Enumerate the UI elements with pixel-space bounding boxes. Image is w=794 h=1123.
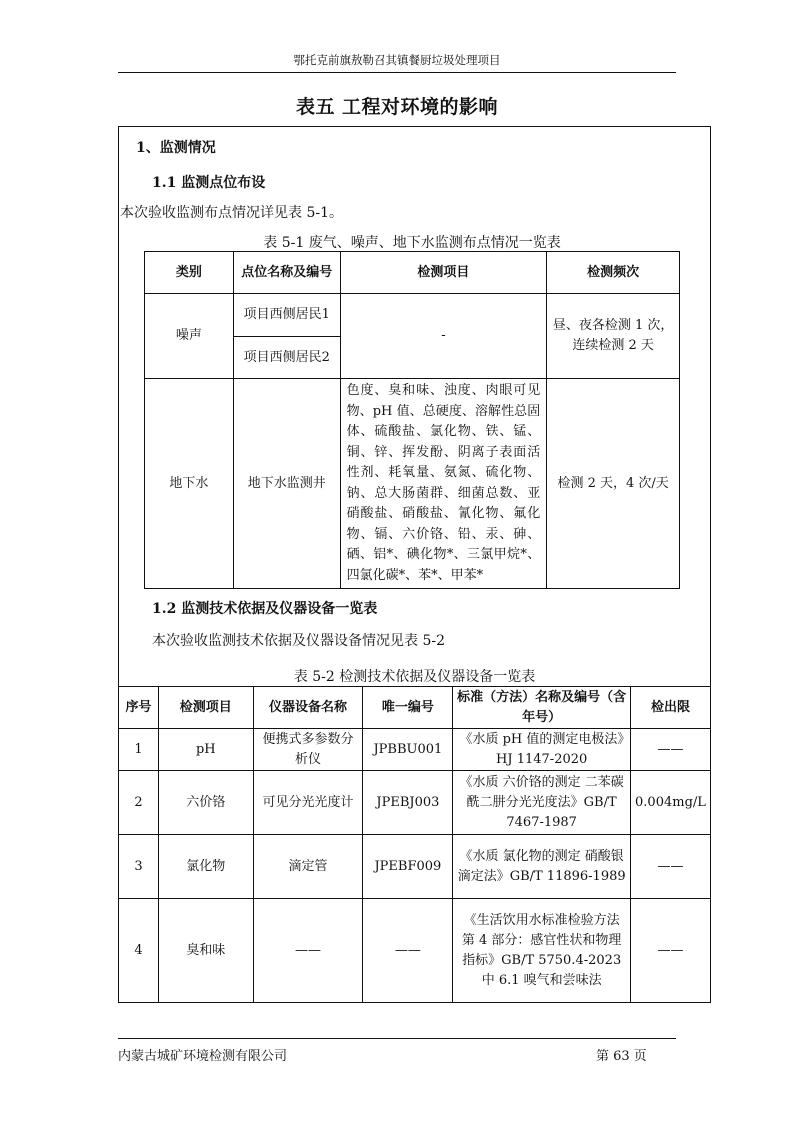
table2-header-id: 唯一编号 (363, 687, 453, 729)
row-no: 4 (119, 899, 159, 1003)
table1-groundwater-items: 色度、臭和味、浊度、肉眼可见物、pH 值、总硬度、溶解性总固体、硫酸盐、氯化物、铁、锰、铜、锌、挥发酚、阴离子表面活性剂、耗氧量、氨氮、硫化物、钠、总大肠菌群、细菌总数、亚硝酸盐、硝酸盐、氰化物、氟化物、镉、六价铬、铅、汞、砷、硒、铝*、碘化物*、三氯甲烷*、四氯化碳*、苯*、甲苯* (340, 379, 547, 589)
table1-header-items: 检测项目 (340, 252, 547, 294)
row-id: —— (363, 899, 453, 1003)
section-heading-monitoring: 1、监测情况 (136, 140, 216, 156)
table1-noise-point-1: 项目西侧居民1 (233, 294, 340, 337)
page-header: 鄂托克前旗敖勒召其镇餐厨垃圾处理项目 (118, 52, 676, 73)
row-id: JPEBF009 (363, 835, 453, 899)
row-id: JPEBJ003 (363, 771, 453, 835)
table-methods-instruments (118, 686, 711, 1003)
table2-header-limit: 检出限 (630, 687, 710, 729)
table1-groundwater-point: 地下水监测井 (233, 379, 340, 589)
footer-page-number: 第 63 页 (596, 1049, 647, 1064)
row-id: JPBBU001 (363, 729, 453, 771)
paragraph-methods: 本次验收监测技术依据及仪器设备情况见表 5-2 (152, 633, 445, 649)
table1-caption: 表 5-1 废气、噪声、地下水监测布点情况一览表 (263, 235, 561, 251)
table2-header-no: 序号 (119, 687, 159, 729)
row-standard: 《水质 六价铬的测定 二苯碳酰二肼分光光度法》GB/T 7467-1987 (453, 771, 631, 835)
row-limit: —— (630, 899, 710, 1003)
row-no: 1 (119, 729, 159, 771)
row-no: 3 (119, 835, 159, 899)
footer-company: 内蒙古城矿环境检测有限公司 (118, 1049, 288, 1064)
table1-header-frequency: 检测频次 (547, 252, 680, 294)
table2-caption: 表 5-2 检测技术依据及仪器设备一览表 (293, 669, 536, 685)
table-row (119, 835, 711, 899)
row-standard: 《生活饮用水标准检验方法 第 4 部分：感官性状和物理指标》GB/T 5750.4-2023 中 6.1 嗅气和尝味法 (453, 899, 631, 1003)
row-limit: 0.004mg/L (630, 771, 710, 835)
row-standard: 《水质 pH 值的测定电极法》HJ 1147-2020 (453, 729, 631, 771)
table-row (119, 899, 711, 1003)
row-instrument: —— (253, 899, 363, 1003)
paragraph-points: 本次验收监测布点情况详见表 5-1。 (120, 205, 343, 221)
row-no: 2 (119, 771, 159, 835)
footer-rule (118, 1038, 676, 1039)
row-limit: —— (630, 729, 710, 771)
table1-groundwater-frequency: 检测 2 天，4 次/天 (547, 379, 680, 589)
row-standard: 《水质 氯化物的测定 硝酸银滴定法》GB/T 11896-1989 (453, 835, 631, 899)
table1-noise-category: 噪声 (145, 294, 234, 379)
table1-noise-frequency: 昼、夜各检测 1 次，连续检测 2 天 (547, 294, 680, 379)
row-item: 臭和味 (158, 899, 253, 1003)
table-row (119, 729, 711, 771)
table1-groundwater-category: 地下水 (145, 379, 234, 589)
table1-header-point: 点位名称及编号 (233, 252, 340, 294)
row-item: pH (158, 729, 253, 771)
page-title: 表五 工程对环境的影响 (295, 96, 499, 118)
table2-header-item: 检测项目 (158, 687, 253, 729)
row-instrument: 便携式多参数分析仪 (253, 729, 363, 771)
section-heading-methods: 1.2 监测技术依据及仪器设备一览表 (152, 601, 378, 617)
row-item: 六价铬 (158, 771, 253, 835)
row-instrument: 滴定管 (253, 835, 363, 899)
table1-noise-point-2: 项目西侧居民2 (233, 337, 340, 379)
row-item: 氯化物 (158, 835, 253, 899)
row-instrument: 可见分光光度计 (253, 771, 363, 835)
table-row (119, 771, 711, 835)
section-heading-points: 1.1 监测点位布设 (152, 175, 266, 191)
table1-noise-items: - (340, 294, 547, 379)
table2-header-standard: 标准（方法）名称及编号（含年号） (453, 687, 631, 729)
table-monitoring-points (144, 251, 680, 589)
table2-header-instrument: 仪器设备名称 (253, 687, 363, 729)
row-limit: —— (630, 835, 710, 899)
table1-header-category: 类别 (145, 252, 234, 294)
